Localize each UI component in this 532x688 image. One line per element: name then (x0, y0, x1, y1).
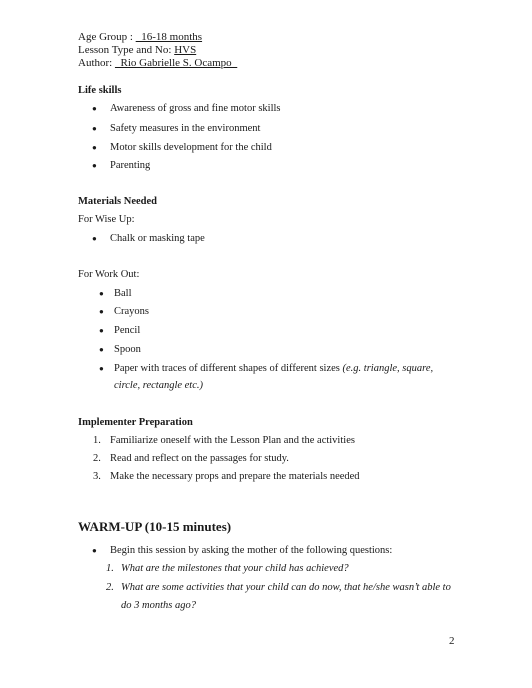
bullet-icon: ● (99, 289, 104, 298)
bullet-icon: ● (92, 161, 97, 170)
step-number: 1. (93, 435, 101, 446)
lesson-type-line (78, 43, 196, 57)
question-text-cont: do 3 months ago? (121, 600, 196, 611)
author-value: _Rio Gabrielle S. Ocampo_ (114, 57, 238, 69)
bullet-icon: ● (92, 546, 97, 555)
page-number: 2 (449, 635, 455, 647)
step-text: Read and reflect on the passages for study. (110, 453, 289, 464)
wise-up-item: Chalk or masking tape (110, 233, 205, 244)
step-text: Make the necessary props and prepare the materials needed (110, 471, 360, 482)
bullet-icon: ● (99, 345, 104, 354)
author-line (78, 56, 237, 70)
work-out-item: Pencil (114, 325, 141, 336)
bullet-icon: ● (92, 234, 97, 243)
life-skill-item: Safety measures in the environment (110, 123, 261, 134)
work-out-item: Ball (114, 288, 132, 299)
life-skill-item: Awareness of gross and fine motor skills (110, 103, 281, 114)
life-skill-item: Motor skills development for the child (110, 142, 272, 153)
step-number: 2. (93, 453, 101, 464)
age-group-value: _16-18 months (135, 31, 203, 43)
implementer-heading: Implementer Preparation (78, 417, 193, 428)
materials-heading: Materials Needed (78, 196, 158, 207)
work-out-item: Spoon (114, 344, 141, 355)
question-number: 2. (106, 582, 114, 593)
step-number: 3. (93, 471, 101, 482)
life-skill-item: Parenting (110, 160, 151, 171)
question-text: What are the milestones that your child has achieved? (121, 563, 349, 574)
warmup-heading: WARM-UP (10-15 minutes) (78, 519, 232, 534)
work-out-item-paper (114, 363, 433, 374)
step-text: Familiarize oneself with the Lesson Plan and the activities (110, 435, 355, 446)
paper-item-text: Paper with traces of different shapes of different sizes (114, 363, 340, 374)
question-text: What are some activities that your child can do now, that he/she wasn’t able to (121, 582, 451, 593)
paper-item-examples: (e.g. triangle, square, (342, 363, 434, 374)
work-out-item: Crayons (114, 306, 149, 317)
bullet-icon: ● (92, 104, 97, 113)
bullet-icon: ● (99, 307, 104, 316)
life-skills-heading: Life skills (78, 85, 122, 96)
lesson-type-value: HVS (174, 44, 197, 56)
age-group-line (78, 30, 202, 44)
wise-up-label: For Wise Up: (78, 214, 135, 225)
paper-item-examples-cont: circle, rectangle etc.) (114, 380, 204, 391)
bullet-icon: ● (99, 326, 104, 335)
age-group-label: Age Group : (78, 31, 133, 43)
author-label: Author: (78, 57, 113, 69)
bullet-icon: ● (99, 364, 104, 373)
bullet-icon: ● (92, 143, 97, 152)
warmup-intro: Begin this session by asking the mother of the following questions: (110, 545, 393, 556)
lesson-type-label: Lesson Type and No: (78, 44, 172, 56)
bullet-icon: ● (92, 124, 97, 133)
question-number: 1. (106, 563, 114, 574)
work-out-label: For Work Out: (78, 269, 140, 280)
